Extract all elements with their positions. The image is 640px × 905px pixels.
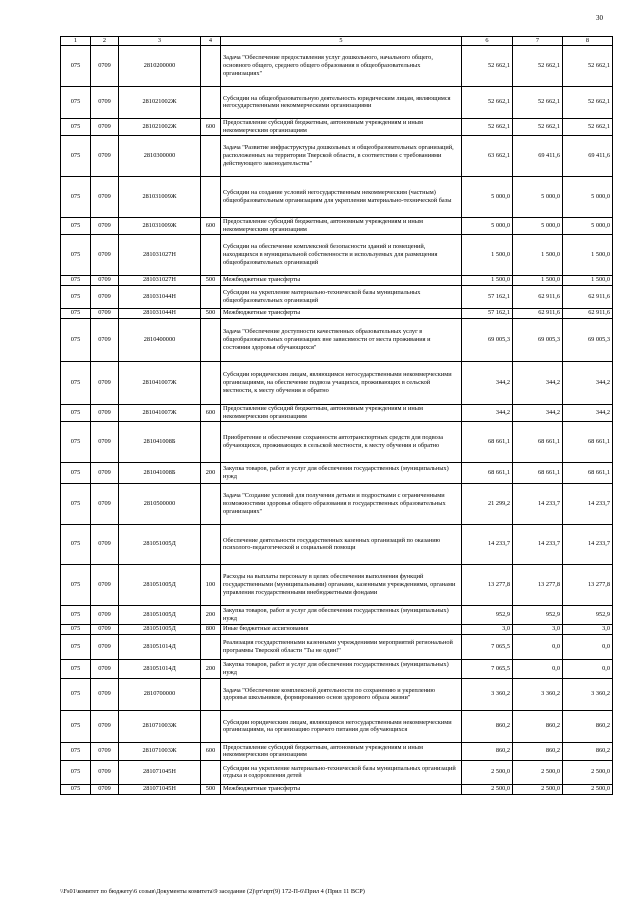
amount-year-1-cell: 1 500,0 (462, 275, 513, 285)
amount-year-3-cell: 1 500,0 (563, 234, 613, 275)
amount-year-3-cell: 52 662,1 (563, 86, 613, 118)
table-row (61, 135, 613, 176)
target-article-cell: 281051014Д (119, 659, 201, 678)
budget-table (60, 36, 613, 795)
target-article-cell: 2810300000 (119, 135, 201, 176)
amount-year-1-cell: 69 005,3 (462, 318, 513, 361)
item-name-cell: Расходы на выплаты персоналу в целях обеспечения выполнения функций государственными (муниципальными) органами, казенными учреждениями, органами управления государственными внебюджетными фондами (221, 564, 462, 605)
table-row (61, 421, 613, 462)
item-name-cell: Реализация государственными казенными учреждениями мероприятий региональной программы Тверской области "Ты не один!" (221, 634, 462, 659)
item-name-cell: Предоставление субсидий бюджетным, автономным учреждениям и иным некоммерческим организациям (221, 118, 462, 135)
amount-year-3-cell: 344,2 (563, 404, 613, 421)
amount-year-2-cell: 52 662,1 (513, 118, 563, 135)
target-article-cell: 281021002Ж (119, 118, 201, 135)
amount-year-1-cell: 5 000,0 (462, 217, 513, 234)
section-code-cell: 0709 (91, 217, 119, 234)
amount-year-3-cell: 1 500,0 (563, 275, 613, 285)
expense-type-cell (201, 285, 221, 308)
target-article-cell: 281071045Н (119, 760, 201, 784)
item-name-cell: Субсидии юридическим лицам, являющимся негосударственными некоммерческими организациями, на обеспечение подвоза учащихся, проживающих в сельской местности, к месту обучения и обратно (221, 361, 462, 404)
amount-year-2-cell: 344,2 (513, 404, 563, 421)
ministry-code-cell: 075 (61, 483, 91, 524)
table-body (61, 45, 613, 794)
ministry-code-cell: 075 (61, 361, 91, 404)
amount-year-3-cell: 69 005,3 (563, 318, 613, 361)
ministry-code-cell: 075 (61, 624, 91, 634)
target-article-cell: 281041007Ж (119, 404, 201, 421)
table-row (61, 308, 613, 318)
amount-year-2-cell: 62 911,6 (513, 308, 563, 318)
section-code-cell: 0709 (91, 710, 119, 742)
amount-year-2-cell: 860,2 (513, 710, 563, 742)
table-row (61, 524, 613, 564)
target-article-cell: 281031027Н (119, 275, 201, 285)
ministry-code-cell: 075 (61, 118, 91, 135)
target-article-cell: 281041008Б (119, 462, 201, 483)
table-row (61, 605, 613, 624)
expense-type-cell (201, 421, 221, 462)
expense-type-cell: 200 (201, 659, 221, 678)
section-code-cell: 0709 (91, 275, 119, 285)
amount-year-3-cell: 3 360,2 (563, 678, 613, 710)
table-row (61, 118, 613, 135)
target-article-cell: 2810200000 (119, 45, 201, 86)
table-row (61, 624, 613, 634)
section-code-cell: 0709 (91, 659, 119, 678)
ministry-code-cell: 075 (61, 605, 91, 624)
amount-year-3-cell: 14 233,7 (563, 483, 613, 524)
table-row (61, 234, 613, 275)
item-name-cell: Субсидии юридическим лицам, являющимся негосударственными некоммерческими организациями, на организацию горячего питания для обучающихся (221, 710, 462, 742)
amount-year-2-cell: 52 662,1 (513, 86, 563, 118)
ministry-code-cell: 075 (61, 634, 91, 659)
table-row (61, 483, 613, 524)
expense-type-cell: 100 (201, 564, 221, 605)
column-header-8: 8 (563, 37, 613, 46)
target-article-cell: 281031044Н (119, 285, 201, 308)
expense-type-cell: 600 (201, 404, 221, 421)
amount-year-3-cell: 62 911,6 (563, 285, 613, 308)
section-code-cell: 0709 (91, 135, 119, 176)
amount-year-3-cell: 860,2 (563, 710, 613, 742)
amount-year-2-cell: 344,2 (513, 361, 563, 404)
amount-year-1-cell: 1 500,0 (462, 234, 513, 275)
expense-type-cell (201, 135, 221, 176)
section-code-cell: 0709 (91, 742, 119, 760)
expense-type-cell: 500 (201, 784, 221, 794)
column-header-5: 5 (221, 37, 462, 46)
expense-type-cell: 200 (201, 605, 221, 624)
amount-year-3-cell: 5 000,0 (563, 217, 613, 234)
item-name-cell: Задача "Развитие инфраструктуры дошкольных и общеобразовательных организаций, расположенных на территории Тверской области, в соответствии с требованиями действующего законодательства" (221, 135, 462, 176)
section-code-cell: 0709 (91, 634, 119, 659)
amount-year-2-cell: 52 662,1 (513, 45, 563, 86)
amount-year-2-cell: 62 911,6 (513, 285, 563, 308)
amount-year-3-cell: 344,2 (563, 361, 613, 404)
amount-year-2-cell: 13 277,8 (513, 564, 563, 605)
amount-year-2-cell: 1 500,0 (513, 275, 563, 285)
amount-year-3-cell: 5 000,0 (563, 176, 613, 217)
amount-year-3-cell: 68 661,1 (563, 421, 613, 462)
amount-year-2-cell: 2 500,0 (513, 784, 563, 794)
amount-year-3-cell: 860,2 (563, 742, 613, 760)
expense-type-cell: 500 (201, 275, 221, 285)
amount-year-2-cell: 1 500,0 (513, 234, 563, 275)
ministry-code-cell: 075 (61, 176, 91, 217)
ministry-code-cell: 075 (61, 404, 91, 421)
amount-year-1-cell: 14 233,7 (462, 524, 513, 564)
table-row (61, 217, 613, 234)
amount-year-2-cell: 2 500,0 (513, 760, 563, 784)
expense-type-cell (201, 86, 221, 118)
amount-year-2-cell: 68 661,1 (513, 462, 563, 483)
amount-year-3-cell: 52 662,1 (563, 118, 613, 135)
amount-year-2-cell: 14 233,7 (513, 483, 563, 524)
amount-year-3-cell: 69 411,6 (563, 135, 613, 176)
expense-type-cell (201, 760, 221, 784)
target-article-cell: 281051005Д (119, 524, 201, 564)
ministry-code-cell: 075 (61, 234, 91, 275)
ministry-code-cell: 075 (61, 710, 91, 742)
amount-year-1-cell: 5 000,0 (462, 176, 513, 217)
item-name-cell: Задача "Создание условий для получения детьми и подростками с ограниченными возможностями здоровья общего образования в государственных образовательных организациях" (221, 483, 462, 524)
expense-type-cell: 600 (201, 118, 221, 135)
item-name-cell: Субсидии на укрепление материально-технической базы муниципальных общеобразовательных организаций (221, 285, 462, 308)
amount-year-2-cell: 860,2 (513, 742, 563, 760)
page-number: 30 (596, 14, 603, 22)
table-row (61, 760, 613, 784)
target-article-cell: 281071003Ж (119, 742, 201, 760)
target-article-cell: 281031044Н (119, 308, 201, 318)
column-header-4: 4 (201, 37, 221, 46)
ministry-code-cell: 075 (61, 524, 91, 564)
amount-year-1-cell: 344,2 (462, 404, 513, 421)
expense-type-cell (201, 361, 221, 404)
section-code-cell: 0709 (91, 308, 119, 318)
ministry-code-cell: 075 (61, 45, 91, 86)
amount-year-1-cell: 68 661,1 (462, 462, 513, 483)
target-article-cell: 281031009Ж (119, 176, 201, 217)
ministry-code-cell: 075 (61, 275, 91, 285)
section-code-cell: 0709 (91, 234, 119, 275)
amount-year-2-cell: 3 360,2 (513, 678, 563, 710)
amount-year-1-cell: 3,0 (462, 624, 513, 634)
item-name-cell: Предоставление субсидий бюджетным, автономным учреждениям и иным некоммерческим организациям (221, 404, 462, 421)
amount-year-3-cell: 2 500,0 (563, 760, 613, 784)
amount-year-3-cell: 2 500,0 (563, 784, 613, 794)
ministry-code-cell: 075 (61, 564, 91, 605)
amount-year-3-cell: 68 661,1 (563, 462, 613, 483)
amount-year-2-cell: 69 005,3 (513, 318, 563, 361)
amount-year-3-cell: 14 233,7 (563, 524, 613, 564)
expense-type-cell (201, 678, 221, 710)
target-article-cell: 281041008Б (119, 421, 201, 462)
amount-year-1-cell: 21 299,2 (462, 483, 513, 524)
item-name-cell: Межбюджетные трансферты (221, 784, 462, 794)
ministry-code-cell: 075 (61, 318, 91, 361)
expense-type-cell (201, 483, 221, 524)
amount-year-3-cell: 0,0 (563, 634, 613, 659)
amount-year-3-cell: 62 911,6 (563, 308, 613, 318)
ministry-code-cell: 075 (61, 308, 91, 318)
amount-year-2-cell: 952,9 (513, 605, 563, 624)
expense-type-cell (201, 710, 221, 742)
expense-type-cell (201, 234, 221, 275)
file-path-footer: \\Fs01\комитет по бюджету\6 созыв\Документы комитета\9 заседание (2)\рт\прт(9) 172-П-6\Прил 4 (Прил 11 ВСР) (60, 888, 365, 895)
target-article-cell: 281031027Н (119, 234, 201, 275)
amount-year-2-cell: 0,0 (513, 634, 563, 659)
section-code-cell: 0709 (91, 361, 119, 404)
item-name-cell: Обеспечение деятельности государственных казенных организаций по оказанию психолого-педагогической и социальной помощи (221, 524, 462, 564)
amount-year-1-cell: 63 662,1 (462, 135, 513, 176)
ministry-code-cell: 075 (61, 285, 91, 308)
expense-type-cell (201, 45, 221, 86)
section-code-cell: 0709 (91, 118, 119, 135)
target-article-cell: 281051005Д (119, 564, 201, 605)
amount-year-1-cell: 57 162,1 (462, 285, 513, 308)
target-article-cell: 281031009Ж (119, 217, 201, 234)
item-name-cell: Задача "Обеспечение доступности качественных образовательных услуг в общеобразовательных организациях вне зависимости от места проживания и состояния здоровья обучающихся" (221, 318, 462, 361)
ministry-code-cell: 075 (61, 678, 91, 710)
amount-year-2-cell: 69 411,6 (513, 135, 563, 176)
target-article-cell: 281021002Ж (119, 86, 201, 118)
expense-type-cell: 500 (201, 308, 221, 318)
item-name-cell: Закупка товаров, работ и услуг для обеспечения государственных (муниципальных) нужд (221, 659, 462, 678)
section-code-cell: 0709 (91, 624, 119, 634)
column-header-1: 1 (61, 37, 91, 46)
amount-year-2-cell: 5 000,0 (513, 217, 563, 234)
item-name-cell: Задача "Обеспечение предоставления услуг дошкольного, начального общего, основного общего, среднего общего образования в общеобразовательных организациях" (221, 45, 462, 86)
expense-type-cell (201, 318, 221, 361)
column-header-3: 3 (119, 37, 201, 46)
amount-year-1-cell: 7 065,5 (462, 634, 513, 659)
item-name-cell: Субсидии на укрепление материально-технической базы муниципальных организаций отдыха и оздоровления детей (221, 760, 462, 784)
target-article-cell: 2810500000 (119, 483, 201, 524)
table-row (61, 659, 613, 678)
item-name-cell: Субсидии на общеобразовательную деятельность юридическим лицам, являющимся негосударственными некоммерческими организациями (221, 86, 462, 118)
table-row (61, 678, 613, 710)
section-code-cell: 0709 (91, 524, 119, 564)
section-code-cell: 0709 (91, 564, 119, 605)
table-row (61, 275, 613, 285)
item-name-cell: Иные бюджетные ассигнования (221, 624, 462, 634)
expense-type-cell: 600 (201, 742, 221, 760)
ministry-code-cell: 075 (61, 462, 91, 483)
item-name-cell: Межбюджетные трансферты (221, 308, 462, 318)
amount-year-2-cell: 68 661,1 (513, 421, 563, 462)
item-name-cell: Закупка товаров, работ и услуг для обеспечения государственных (муниципальных) нужд (221, 605, 462, 624)
amount-year-1-cell: 860,2 (462, 710, 513, 742)
item-name-cell: Закупка товаров, работ и услуг для обеспечения государственных (муниципальных) нужд (221, 462, 462, 483)
ministry-code-cell: 075 (61, 217, 91, 234)
amount-year-1-cell: 2 500,0 (462, 760, 513, 784)
ministry-code-cell: 075 (61, 659, 91, 678)
target-article-cell: 281071045Н (119, 784, 201, 794)
column-header-7: 7 (513, 37, 563, 46)
amount-year-1-cell: 952,9 (462, 605, 513, 624)
amount-year-1-cell: 57 162,1 (462, 308, 513, 318)
table-row (61, 45, 613, 86)
table-row (61, 404, 613, 421)
item-name-cell: Предоставление субсидий бюджетным, автономным учреждениям и иным некоммерческим организациям (221, 742, 462, 760)
ministry-code-cell: 075 (61, 421, 91, 462)
expense-type-cell: 600 (201, 217, 221, 234)
target-article-cell: 2810400000 (119, 318, 201, 361)
amount-year-1-cell: 52 662,1 (462, 86, 513, 118)
section-code-cell: 0709 (91, 605, 119, 624)
item-name-cell: Межбюджетные трансферты (221, 275, 462, 285)
table-row (61, 634, 613, 659)
expense-type-cell: 200 (201, 462, 221, 483)
amount-year-1-cell: 13 277,8 (462, 564, 513, 605)
amount-year-3-cell: 0,0 (563, 659, 613, 678)
expense-type-cell (201, 634, 221, 659)
section-code-cell: 0709 (91, 421, 119, 462)
column-number-header (61, 37, 613, 46)
amount-year-2-cell: 3,0 (513, 624, 563, 634)
table-row (61, 710, 613, 742)
target-article-cell: 281051014Д (119, 634, 201, 659)
amount-year-1-cell: 52 662,1 (462, 118, 513, 135)
target-article-cell: 281051005Д (119, 624, 201, 634)
ministry-code-cell: 075 (61, 784, 91, 794)
table-row (61, 462, 613, 483)
table-row (61, 86, 613, 118)
table-row (61, 318, 613, 361)
target-article-cell: 281051005Д (119, 605, 201, 624)
table-row (61, 784, 613, 794)
amount-year-1-cell: 7 065,5 (462, 659, 513, 678)
table-row (61, 742, 613, 760)
ministry-code-cell: 075 (61, 86, 91, 118)
ministry-code-cell: 075 (61, 135, 91, 176)
section-code-cell: 0709 (91, 86, 119, 118)
amount-year-1-cell: 52 662,1 (462, 45, 513, 86)
column-header-6: 6 (462, 37, 513, 46)
table-row (61, 285, 613, 308)
item-name-cell: Приобретение и обеспечение сохранности автотранспортных средств для подвоза обучающихся, проживающих в сельской местности, к месту обучения и обратно (221, 421, 462, 462)
table-row (61, 361, 613, 404)
target-article-cell: 2810700000 (119, 678, 201, 710)
section-code-cell: 0709 (91, 678, 119, 710)
amount-year-1-cell: 344,2 (462, 361, 513, 404)
item-name-cell: Задача "Обеспечение комплексной деятельности по сохранению и укреплению здоровья школьников, формированию основ здорового образа жизни" (221, 678, 462, 710)
amount-year-2-cell: 0,0 (513, 659, 563, 678)
amount-year-3-cell: 3,0 (563, 624, 613, 634)
amount-year-3-cell: 13 277,8 (563, 564, 613, 605)
ministry-code-cell: 075 (61, 742, 91, 760)
amount-year-1-cell: 3 360,2 (462, 678, 513, 710)
amount-year-1-cell: 860,2 (462, 742, 513, 760)
section-code-cell: 0709 (91, 45, 119, 86)
table-row (61, 564, 613, 605)
expense-type-cell: 800 (201, 624, 221, 634)
item-name-cell: Предоставление субсидий бюджетным, автономным учреждениям и иным некоммерческим организациям (221, 217, 462, 234)
item-name-cell: Субсидии на обеспечение комплексной безопасности зданий и помещений, находящихся в муниципальной собственности и используемых для размещения общеобразовательных организаций (221, 234, 462, 275)
section-code-cell: 0709 (91, 784, 119, 794)
amount-year-2-cell: 14 233,7 (513, 524, 563, 564)
target-article-cell: 281041007Ж (119, 361, 201, 404)
ministry-code-cell: 075 (61, 760, 91, 784)
section-code-cell: 0709 (91, 318, 119, 361)
amount-year-3-cell: 952,9 (563, 605, 613, 624)
item-name-cell: Субсидии на создание условий негосударственным некоммерческим (частным) общеобразовательным организациям для укрепления материально-технической базы (221, 176, 462, 217)
amount-year-2-cell: 5 000,0 (513, 176, 563, 217)
section-code-cell: 0709 (91, 462, 119, 483)
column-header-2: 2 (91, 37, 119, 46)
expense-type-cell (201, 176, 221, 217)
target-article-cell: 281071003Ж (119, 710, 201, 742)
section-code-cell: 0709 (91, 760, 119, 784)
amount-year-3-cell: 52 662,1 (563, 45, 613, 86)
section-code-cell: 0709 (91, 483, 119, 524)
expense-type-cell (201, 524, 221, 564)
table-row (61, 176, 613, 217)
section-code-cell: 0709 (91, 285, 119, 308)
section-code-cell: 0709 (91, 404, 119, 421)
amount-year-1-cell: 2 500,0 (462, 784, 513, 794)
section-code-cell: 0709 (91, 176, 119, 217)
amount-year-1-cell: 68 661,1 (462, 421, 513, 462)
